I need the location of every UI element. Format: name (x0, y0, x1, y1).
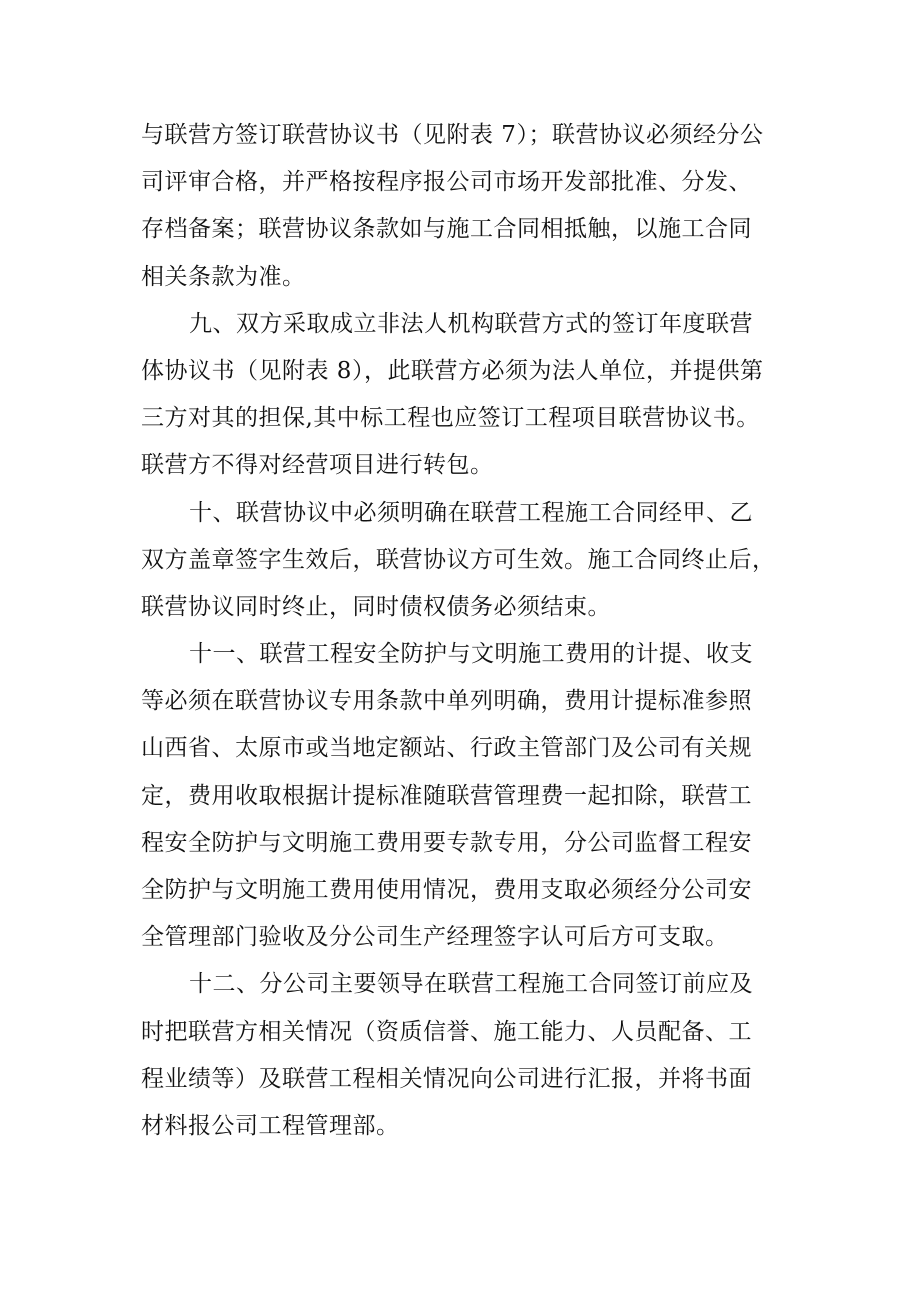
text-line: 程业绩等）及联营工程相关情况向公司进行汇报，并将书面 (141, 1065, 752, 1092)
text-line: 联营协议同时终止，同时债权债务必须结束。 (141, 593, 611, 620)
document-body (141, 112, 781, 1150)
text-line: 存档备案；联营协议条款如与施工合同相抵触，以施工合同 (141, 216, 752, 243)
text-line: 全防护与文明施工费用使用情况，费用支取必须经分公司安 (141, 877, 752, 903)
paragraph-item-9 (141, 301, 781, 490)
paragraph-item-11 (141, 631, 781, 961)
text-line: 双方盖章签字生效后，联营协议方可生效。施工合同终止后， (141, 546, 776, 573)
text-line: 等必须在联营协议专用条款中单列明确，费用计提标准参照 (141, 688, 752, 715)
paragraph-continuation (141, 112, 781, 301)
text-line: 十、联营协议中必须明确在联营工程施工合同经甲、乙 (189, 499, 753, 526)
text-line: 九、双方采取成立非法人机构联营方式的签订年度联营 (189, 310, 753, 337)
text-line: 时把联营方相关情况（资质信誉、施工能力、人员配备、工 (141, 1018, 752, 1045)
text-line: 相关条款为准。 (141, 263, 306, 290)
text-line: 与联营方签订联营协议书（见附表 7）；联营协议必须经分公 (141, 122, 764, 148)
text-line: 三方对其的担保,其中标工程也应签订工程项目联营协议书。 (141, 405, 760, 432)
text-line: 联营方不得对经营项目进行转包。 (141, 452, 494, 479)
text-line: 山西省、太原市或当地定额站、行政主管部门及公司有关规 (141, 735, 752, 762)
text-line: 材料报公司工程管理部。 (141, 1112, 400, 1139)
text-line: 全管理部门验收及分公司生产经理签字认可后方可支取。 (141, 924, 729, 951)
text-line: 体协议书（见附表 8），此联营方必须为法人单位，并提供第 (141, 357, 764, 384)
text-line: 程安全防护与文明施工费用要专款专用，分公司监督工程安 (141, 829, 752, 856)
paragraph-item-12 (141, 961, 781, 1150)
text-line: 定，费用收取根据计提标准随联营管理费一起扣除，联营工 (141, 782, 752, 809)
text-line: 十一、联营工程安全防护与文明施工费用的计提、收支 (189, 641, 753, 668)
paragraph-item-10 (141, 490, 781, 632)
text-line: 十二、分公司主要领导在联营工程施工合同签订前应及 (189, 971, 753, 998)
text-line: 司评审合格，并严格按程序报公司市场开发部批准、分发、 (141, 169, 752, 196)
